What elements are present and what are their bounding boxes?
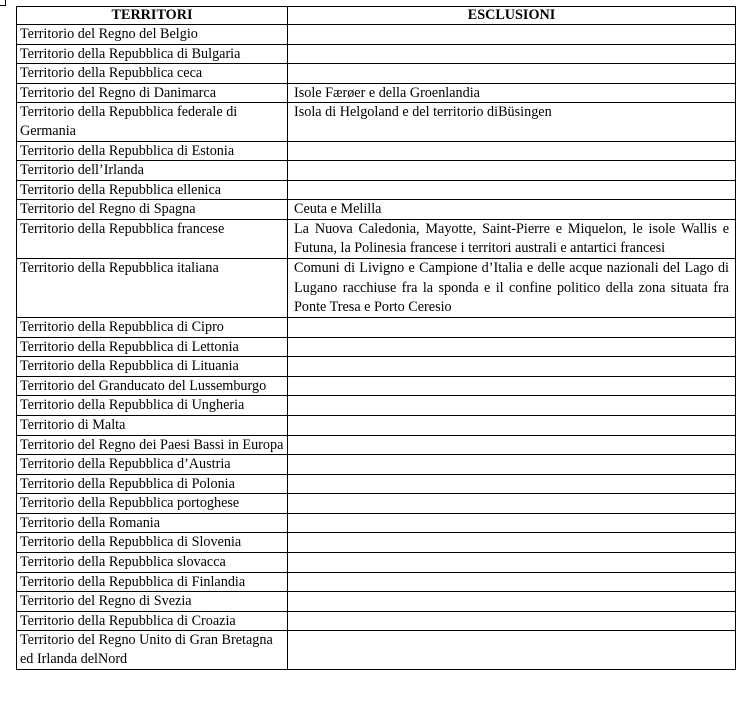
territorio-cell: Territorio della Repubblica di Polonia: [17, 474, 288, 494]
territorio-cell: Territorio della Repubblica d’Austria: [17, 455, 288, 475]
table-row: [17, 200, 736, 220]
territorio-cell: Territorio del Regno Unito di Gran Bretagna ed Irlanda delNord: [17, 631, 288, 669]
esclusioni-cell: [288, 494, 736, 514]
esclusioni-cell: [288, 592, 736, 612]
territorio-cell: Territorio della Repubblica di Finlandia: [17, 572, 288, 592]
table-body: [17, 25, 736, 670]
table-row: [17, 357, 736, 377]
esclusioni-cell: [288, 533, 736, 553]
territorio-cell: Territorio della Repubblica francese: [17, 219, 288, 258]
territorio-cell: Territorio della Repubblica di Ungheria: [17, 396, 288, 416]
table-row: [17, 180, 736, 200]
esclusioni-cell: [288, 317, 736, 337]
table-row: [17, 455, 736, 475]
page-corner-mark: [0, 0, 6, 6]
esclusioni-cell: [288, 180, 736, 200]
territorio-cell: Territorio della Repubblica di Estonia: [17, 141, 288, 161]
territorio-cell: Territorio della Repubblica portoghese: [17, 494, 288, 514]
territorio-cell: Territorio della Repubblica slovacca: [17, 553, 288, 573]
table-row: [17, 572, 736, 592]
esclusioni-cell: [288, 474, 736, 494]
table-row: [17, 376, 736, 396]
territorio-cell: Territorio della Repubblica di Cipro: [17, 317, 288, 337]
territorio-cell: Territorio della Repubblica di Lituania: [17, 357, 288, 377]
esclusioni-cell: [288, 337, 736, 357]
table-row: [17, 83, 736, 103]
esclusioni-cell: [288, 572, 736, 592]
territorio-cell: Territorio del Regno del Belgio: [17, 25, 288, 45]
esclusioni-cell: [288, 25, 736, 45]
territories-table: [16, 6, 736, 670]
territorio-cell: Territorio della Repubblica ceca: [17, 64, 288, 84]
territorio-cell: Territorio della Repubblica italiana: [17, 259, 288, 318]
territorio-cell: Territorio del Regno di Spagna: [17, 200, 288, 220]
esclusioni-cell: La Nuova Caledonia, Mayotte, Saint-Pierre e Miquelon, le isole Wallis e Futuna, la Polinesia francese i territori australi e antartici francesi: [288, 219, 736, 258]
table-row: [17, 25, 736, 45]
esclusioni-cell: [288, 513, 736, 533]
territorio-cell: Territorio della Repubblica di Croazia: [17, 611, 288, 631]
esclusioni-cell: [288, 553, 736, 573]
table-row: [17, 592, 736, 612]
header-esclusioni: ESCLUSIONI: [288, 7, 736, 25]
table-row: [17, 103, 736, 141]
esclusioni-cell: [288, 64, 736, 84]
territorio-cell: Territorio del Regno di Svezia: [17, 592, 288, 612]
table-row: [17, 317, 736, 337]
table-row: [17, 435, 736, 455]
territorio-cell: Territorio del Regno di Danimarca: [17, 83, 288, 103]
territorio-cell: Territorio della Romania: [17, 513, 288, 533]
esclusioni-cell: [288, 141, 736, 161]
esclusioni-cell: Ceuta e Melilla: [288, 200, 736, 220]
table-row: [17, 396, 736, 416]
header-territori: TERRITORI: [17, 7, 288, 25]
esclusioni-cell: Isole Færøer e della Groenlandia: [288, 83, 736, 103]
territorio-cell: Territorio del Regno dei Paesi Bassi in Europa: [17, 435, 288, 455]
esclusioni-cell: [288, 396, 736, 416]
table-row: [17, 64, 736, 84]
esclusioni-cell: Isola di Helgoland e del territorio diBüsingen: [288, 103, 736, 141]
territorio-cell: Territorio della Repubblica di Lettonia: [17, 337, 288, 357]
table-row: [17, 611, 736, 631]
esclusioni-cell: [288, 435, 736, 455]
table-row: [17, 494, 736, 514]
esclusioni-cell: [288, 357, 736, 377]
table-header-row: [17, 7, 736, 25]
territorio-cell: Territorio della Repubblica di Bulgaria: [17, 44, 288, 64]
territorio-cell: Territorio della Repubblica di Slovenia: [17, 533, 288, 553]
territorio-cell: Territorio del Granducato del Lussemburgo: [17, 376, 288, 396]
table-row: [17, 161, 736, 181]
esclusioni-cell: [288, 161, 736, 181]
table-row: [17, 474, 736, 494]
table-row: [17, 219, 736, 258]
esclusioni-cell: [288, 44, 736, 64]
table-row: [17, 415, 736, 435]
table-row: [17, 141, 736, 161]
esclusioni-cell: [288, 611, 736, 631]
esclusioni-cell: [288, 376, 736, 396]
territorio-cell: Territorio della Repubblica ellenica: [17, 180, 288, 200]
table-row: [17, 337, 736, 357]
table-row: [17, 533, 736, 553]
territorio-cell: Territorio della Repubblica federale di Germania: [17, 103, 288, 141]
table-row: [17, 553, 736, 573]
table-row: [17, 513, 736, 533]
table-row: [17, 259, 736, 318]
esclusioni-cell: [288, 455, 736, 475]
esclusioni-cell: Comuni di Livigno e Campione d’Italia e delle acque nazionali del Lago di Lugano racchiuse fra la sponda e il confine politico della zona situata fra Ponte Tresa e Porto Ceresio: [288, 259, 736, 318]
esclusioni-cell: [288, 415, 736, 435]
esclusioni-cell: [288, 631, 736, 669]
territorio-cell: Territorio dell’Irlanda: [17, 161, 288, 181]
table-row: [17, 44, 736, 64]
territorio-cell: Territorio di Malta: [17, 415, 288, 435]
table-row: [17, 631, 736, 669]
